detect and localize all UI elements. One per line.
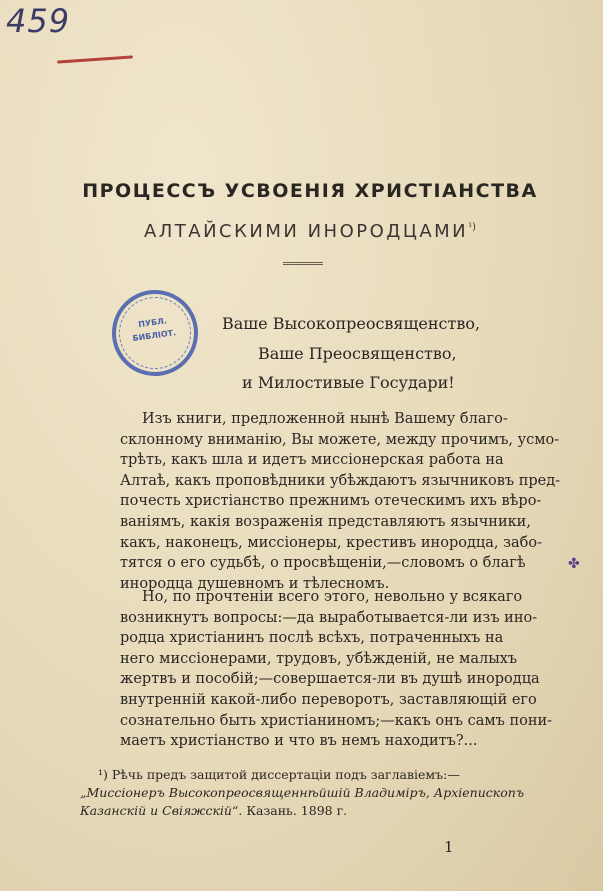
footnote-rest: Казань. 1898 г. bbox=[242, 803, 348, 818]
paragraph-line: внутренній какой-либо переворотъ, заставляющій его bbox=[120, 691, 537, 708]
paragraph-2 bbox=[120, 587, 553, 752]
shelfmark-handwritten bbox=[6, 2, 70, 40]
stamp-line-2: БИБЛІОТ. bbox=[132, 328, 177, 344]
footnote-line-2: „Миссіонеръ Высокопреосвященнѣйшій Владиміръ, Архіепископъ bbox=[80, 785, 525, 800]
paragraph-line: возникнутъ вопросы:—да выработывается-ли изъ ино- bbox=[120, 609, 538, 626]
paragraph-line: ваніямъ, какія возраженія представляютъ язычники, bbox=[120, 513, 531, 530]
paragraph-line: него миссіонерами, трудовъ, убѣжденій, не малыхъ bbox=[120, 650, 518, 667]
paragraph-line: тятся о его судьбѣ, о просвѣщеніи,—словомъ о благѣ bbox=[120, 555, 526, 572]
paragraph-line: Алтаѣ, какъ проповѣдники убѣждаютъ язычниковъ пред- bbox=[120, 472, 561, 489]
footnote-italic-part: Казанскій и Свіяжскій“. bbox=[80, 803, 243, 818]
salutation-line-1: Ваше Высокопреосвященство, bbox=[222, 314, 481, 333]
shelfmark-number: 459 bbox=[6, 2, 71, 40]
footnote bbox=[80, 766, 530, 820]
ink-mark-icon: ✤ bbox=[568, 556, 580, 572]
salutation-line-2: Ваше Преосвященство, bbox=[258, 344, 457, 363]
paragraph-line: Но, по прочтеніи всего этого, невольно у всякаго bbox=[142, 589, 523, 605]
page-title: ПРОЦЕССЪ УСВОЕНІЯ ХРИСТІАНСТВА bbox=[82, 180, 538, 202]
footnote-line-3 bbox=[80, 802, 530, 820]
title-ornament bbox=[283, 262, 323, 265]
page-number: 1 bbox=[444, 838, 454, 856]
subtitle-footnote-mark: ¹) bbox=[468, 222, 477, 233]
footnote-line-1: ¹) Рѣчь предъ защитой диссертаціи подъ заглавіемъ:— bbox=[98, 767, 460, 782]
stamp-line-1: ПУБЛ. bbox=[137, 316, 168, 330]
paragraph-line: какъ, наконецъ, миссіонеры, крестивъ инородца, забо- bbox=[120, 534, 542, 551]
paragraph-line: родца христіанинъ послѣ всѣхъ, потраченныхъ на bbox=[120, 630, 504, 647]
paragraph-line: сознательно быть христіаниномъ;—какъ онъ самъ пони- bbox=[120, 712, 553, 729]
library-stamp bbox=[106, 284, 203, 381]
paragraph-line: склонному вниманію, Вы можете, между прочимъ, усмо- bbox=[120, 431, 560, 448]
paragraph-line: инородца душевномъ и тѣлесномъ. bbox=[120, 575, 390, 592]
shelfmark-underline bbox=[57, 55, 133, 63]
paragraph-line: почесть христіанство прежнимъ отеческимъ ихъ вѣро- bbox=[120, 493, 542, 510]
paragraph-line: Изъ книги, предложенной нынѣ Вашему благо- bbox=[142, 411, 508, 427]
subtitle-text: АЛТАЙСКИМИ ИНОРОДЦАМИ bbox=[143, 221, 469, 242]
paragraph-line: жертвъ и пособій;—совершается-ли въ душѣ инородца bbox=[120, 671, 540, 688]
salutation-line-3: и Милостивые Государи! bbox=[242, 373, 455, 392]
paragraph-1 bbox=[120, 409, 561, 594]
paragraph-line: маетъ христіанство и что въ немъ находитъ?... bbox=[120, 733, 478, 750]
page-subtitle bbox=[40, 221, 580, 242]
paragraph-line: трѣть, какъ шла и идетъ миссіонерская работа на bbox=[120, 452, 504, 469]
